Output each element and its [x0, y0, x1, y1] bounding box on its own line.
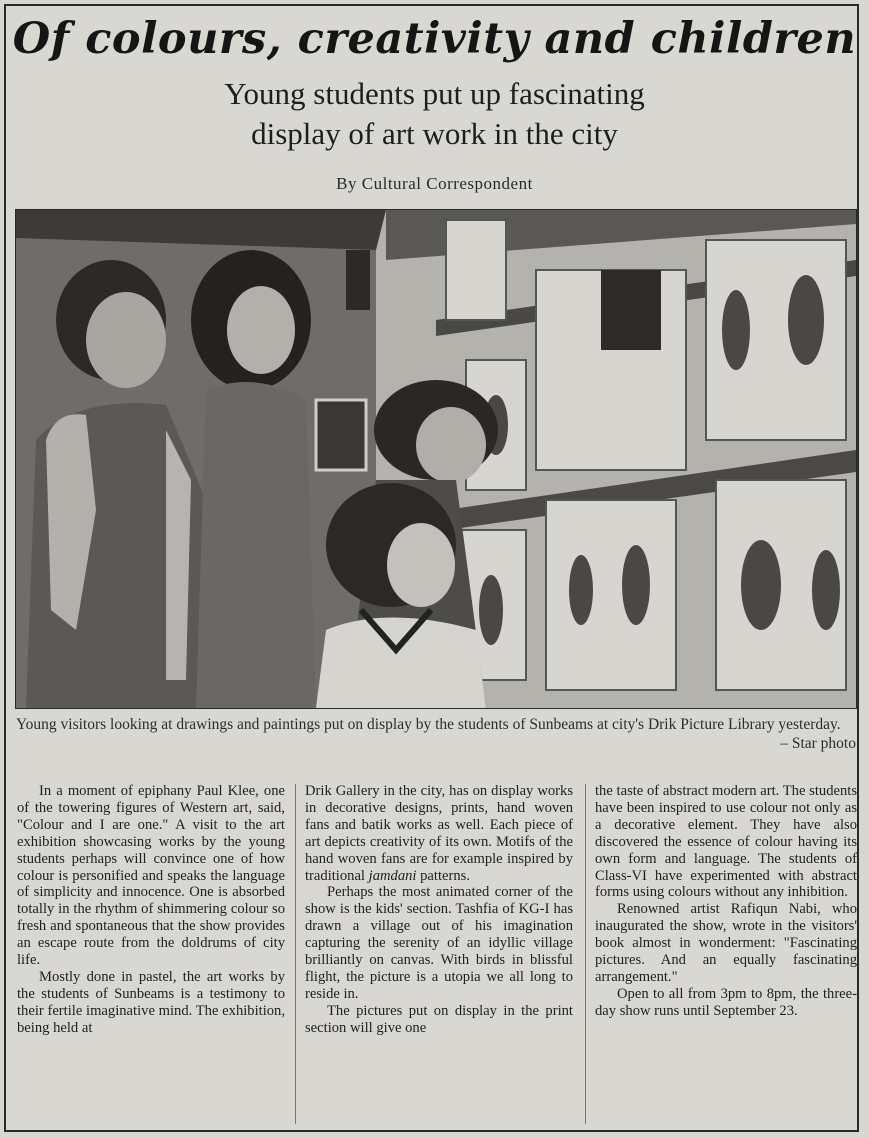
news-photo	[15, 209, 857, 709]
photo-caption	[16, 715, 856, 752]
paragraph: In a moment of epiphany Paul Klee, one of the towering figures of Western art, said, "Colour and I are one." A visit to the art exhibition showcasing works by the young students perhaps will convince one of how colour is personified and speaks the language of simplicity and innocence. One is absorbed totally in the rhythm of shimmering colour so fresh and spontaneous that the show provides an escape route from the doldrums of city life.	[17, 783, 285, 969]
paragraph: Mostly done in pastel, the art works by the students of Sunbeams is a testimony to their fertile imaginative mind. The exhibition, being held at	[17, 968, 285, 1036]
column-divider	[295, 784, 296, 1124]
article-column-3	[595, 783, 857, 1020]
subheadline-line-2: display of art work in the city	[251, 116, 618, 151]
caption-text: Young visitors looking at drawings and paintings put on display by the students of Sunbeams at city's Drik Picture Library yesterday.	[16, 716, 841, 733]
photo-credit: – Star photo	[780, 735, 856, 752]
paragraph: Perhaps the most animated corner of the show is the kids' section. Tashfia of KG-I has drawn a village out of his imagination capturing the serenity of an idyllic village brilliantly on canvas. With birds in blissful flight, the picture is a utopia we all long to reside in.	[305, 884, 573, 1002]
byline: By Cultural Correspondent	[336, 174, 533, 193]
headline: Of colours, creativity and children	[12, 14, 857, 64]
subheadline	[0, 74, 869, 154]
paragraph: the taste of abstract modern art. The students have been inspired to use colour not only as a decorative element. They have also discovered the essence of colour having its own form and language. The students of Class-VI have experimented with abstract forms using colours without any inhibition.	[595, 783, 857, 901]
paragraph: Open to all from 3pm to 8pm, the three-day show runs until September 23.	[595, 985, 857, 1019]
paragraph: Drik Gallery in the city, has on display works in decorative designs, prints, hand woven fans and batik works as well. Each piece of art depicts creativity of its own. Motifs of the hand woven fans are for example inspired by traditional jamdani patterns.	[305, 783, 573, 884]
column-divider	[585, 784, 586, 1124]
article-column-2	[305, 783, 573, 1037]
italic-term: jamdani	[368, 867, 417, 884]
children-viewing-art-illustration	[16, 210, 856, 708]
paragraph: The pictures put on display in the print section will give one	[305, 1002, 573, 1036]
paragraph: Renowned artist Rafiqun Nabi, who inaugurated the show, wrote in the visitors' book almost in wonderment: "Fascinating pictures. And an equally fascinating arrangement."	[595, 901, 857, 985]
article-column-1	[17, 783, 285, 1037]
subheadline-line-1: Young students put up fascinating	[224, 76, 645, 111]
